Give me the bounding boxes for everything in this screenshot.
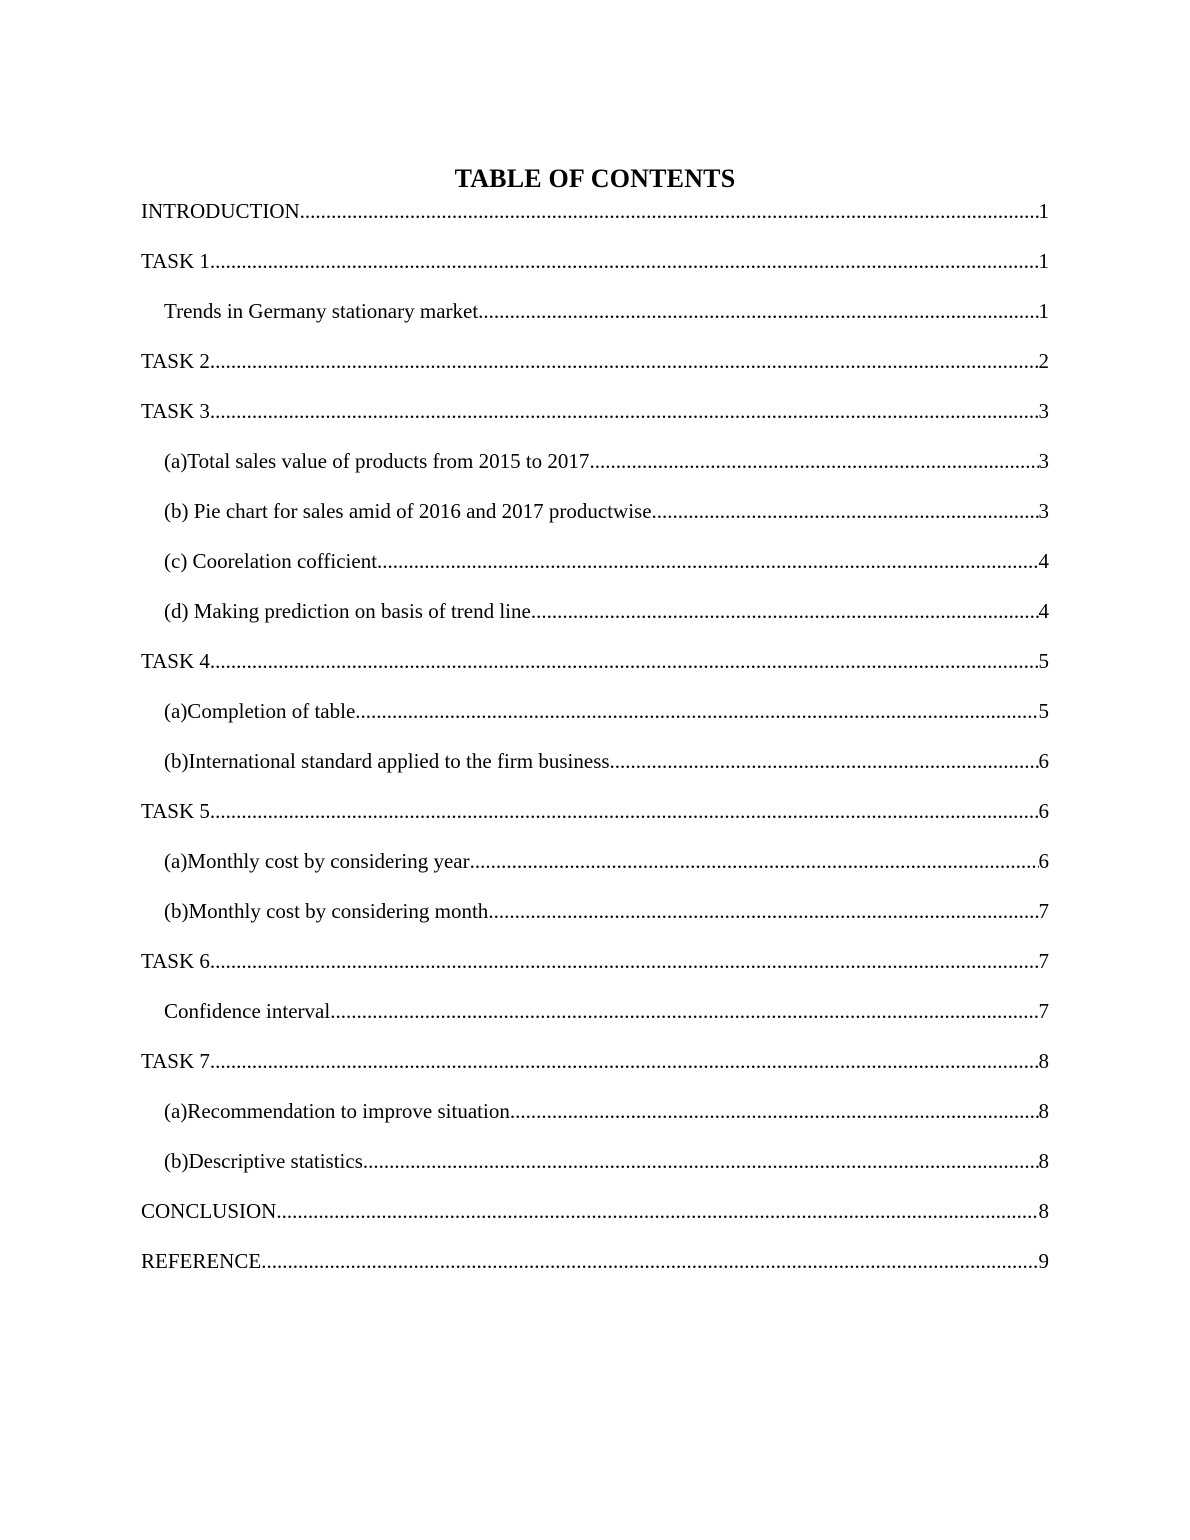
dot-leader: [531, 596, 1039, 626]
dot-leader: [210, 346, 1039, 376]
toc-entry-page-number[interactable]: 2: [1038, 349, 1049, 373]
dot-leader: [210, 396, 1039, 426]
toc-entry-page-number[interactable]: 7: [1038, 899, 1049, 923]
dot-leader: [488, 896, 1038, 926]
toc-entry[interactable]: [141, 696, 1049, 746]
toc-entry-label[interactable]: TASK 4: [141, 649, 210, 673]
toc-entry-label[interactable]: TASK 3: [141, 399, 210, 423]
dot-leader: [478, 296, 1038, 326]
toc-entry[interactable]: [141, 1096, 1049, 1146]
toc-entry[interactable]: [141, 1196, 1049, 1246]
toc-entry-page-number[interactable]: 8: [1038, 1099, 1049, 1123]
toc-entry[interactable]: [141, 646, 1049, 696]
dot-leader: [377, 546, 1038, 576]
dot-leader: [330, 996, 1038, 1026]
dot-leader: [470, 846, 1039, 876]
toc-entry-page-number[interactable]: 6: [1038, 849, 1049, 873]
toc-entry[interactable]: [141, 496, 1049, 546]
toc-entry[interactable]: [141, 596, 1049, 646]
toc-entry-label[interactable]: Confidence interval: [164, 999, 331, 1023]
toc-entry-page-number[interactable]: 8: [1038, 1149, 1049, 1173]
dot-leader: [610, 746, 1039, 776]
toc-entry[interactable]: [141, 1046, 1049, 1096]
dot-leader: [355, 696, 1038, 726]
dot-leader: [210, 646, 1039, 676]
toc-entry-label[interactable]: (d) Making prediction on basis of trend line: [164, 599, 531, 623]
toc-entry-page-number[interactable]: 5: [1038, 649, 1049, 673]
toc-entry-label[interactable]: (b)Descriptive statistics: [164, 1149, 363, 1173]
toc-entry-label[interactable]: (a)Recommendation to improve situation: [164, 1099, 510, 1123]
toc-entry-label[interactable]: (b)International standard applied to the firm business: [164, 749, 610, 773]
dot-leader: [510, 1096, 1039, 1126]
toc-entry-page-number[interactable]: 5: [1038, 699, 1049, 723]
toc-entry-page-number[interactable]: 7: [1038, 999, 1049, 1023]
toc-entry-label[interactable]: (a)Monthly cost by considering year: [164, 849, 470, 873]
dot-leader: [652, 496, 1039, 526]
toc-entry[interactable]: [141, 196, 1049, 246]
dot-leader: [210, 246, 1039, 276]
toc-entry-label[interactable]: TASK 6: [141, 949, 210, 973]
toc-entry[interactable]: [141, 746, 1049, 796]
dot-leader: [210, 946, 1039, 976]
toc-entry-page-number[interactable]: 9: [1038, 1249, 1049, 1273]
toc-entry-page-number[interactable]: 7: [1038, 949, 1049, 973]
toc-entry-label[interactable]: Trends in Germany stationary market: [164, 299, 479, 323]
toc-entry[interactable]: [141, 546, 1049, 596]
toc-entry-label[interactable]: TASK 7: [141, 1049, 210, 1073]
toc-entry[interactable]: [141, 246, 1049, 296]
toc-entry-label[interactable]: (b) Pie chart for sales amid of 2016 and 2017 productwise: [164, 499, 652, 523]
dot-leader: [210, 796, 1039, 826]
toc-entry-label[interactable]: (c) Coorelation cofficient: [164, 549, 378, 573]
toc-entry-page-number[interactable]: 4: [1038, 599, 1049, 623]
toc-entry-page-number[interactable]: 8: [1038, 1049, 1049, 1073]
toc-entry-page-number[interactable]: 4: [1038, 549, 1049, 573]
toc-entry-page-number[interactable]: 1: [1038, 199, 1049, 223]
toc-list: [141, 196, 1049, 1296]
toc-title: TABLE OF CONTENTS: [454, 164, 736, 193]
toc-entry[interactable]: [141, 296, 1049, 346]
toc-entry-page-number[interactable]: 3: [1038, 449, 1049, 473]
toc-entry[interactable]: [141, 396, 1049, 446]
toc-entry-label[interactable]: INTRODUCTION: [141, 199, 300, 223]
dot-leader: [261, 1246, 1038, 1276]
toc-entry-label[interactable]: (b)Monthly cost by considering month: [164, 899, 489, 923]
toc-entry[interactable]: [141, 996, 1049, 1046]
toc-entry[interactable]: [141, 346, 1049, 396]
toc-entry[interactable]: [141, 796, 1049, 846]
toc-entry-page-number[interactable]: 3: [1038, 399, 1049, 423]
toc-entry[interactable]: [141, 446, 1049, 496]
toc-entry[interactable]: [141, 1146, 1049, 1196]
toc-entry-page-number[interactable]: 1: [1038, 249, 1049, 273]
toc-entry[interactable]: [141, 846, 1049, 896]
toc-entry-label[interactable]: TASK 1: [141, 249, 210, 273]
toc-entry-label[interactable]: TASK 5: [141, 799, 210, 823]
toc-entry-page-number[interactable]: 3: [1038, 499, 1049, 523]
toc-entry-label[interactable]: REFERENCE: [141, 1249, 262, 1273]
dot-leader: [363, 1146, 1039, 1176]
toc-entry-label[interactable]: (a)Total sales value of products from 2015 to 2017: [164, 449, 590, 473]
toc-entry-page-number[interactable]: 6: [1038, 799, 1049, 823]
dot-leader: [276, 1196, 1038, 1226]
toc-entry-page-number[interactable]: 1: [1038, 299, 1049, 323]
dot-leader: [589, 446, 1038, 476]
toc-entry-page-number[interactable]: 6: [1038, 749, 1049, 773]
dot-leader: [300, 196, 1039, 226]
toc-entry-page-number[interactable]: 8: [1038, 1199, 1049, 1223]
toc-entry-label[interactable]: CONCLUSION: [141, 1199, 277, 1223]
toc-entry[interactable]: [141, 946, 1049, 996]
toc-entry[interactable]: [141, 1246, 1049, 1296]
toc-entry-label[interactable]: (a)Completion of table: [164, 699, 356, 723]
dot-leader: [210, 1046, 1039, 1076]
toc-entry[interactable]: [141, 896, 1049, 946]
toc-entry-label[interactable]: TASK 2: [141, 349, 210, 373]
